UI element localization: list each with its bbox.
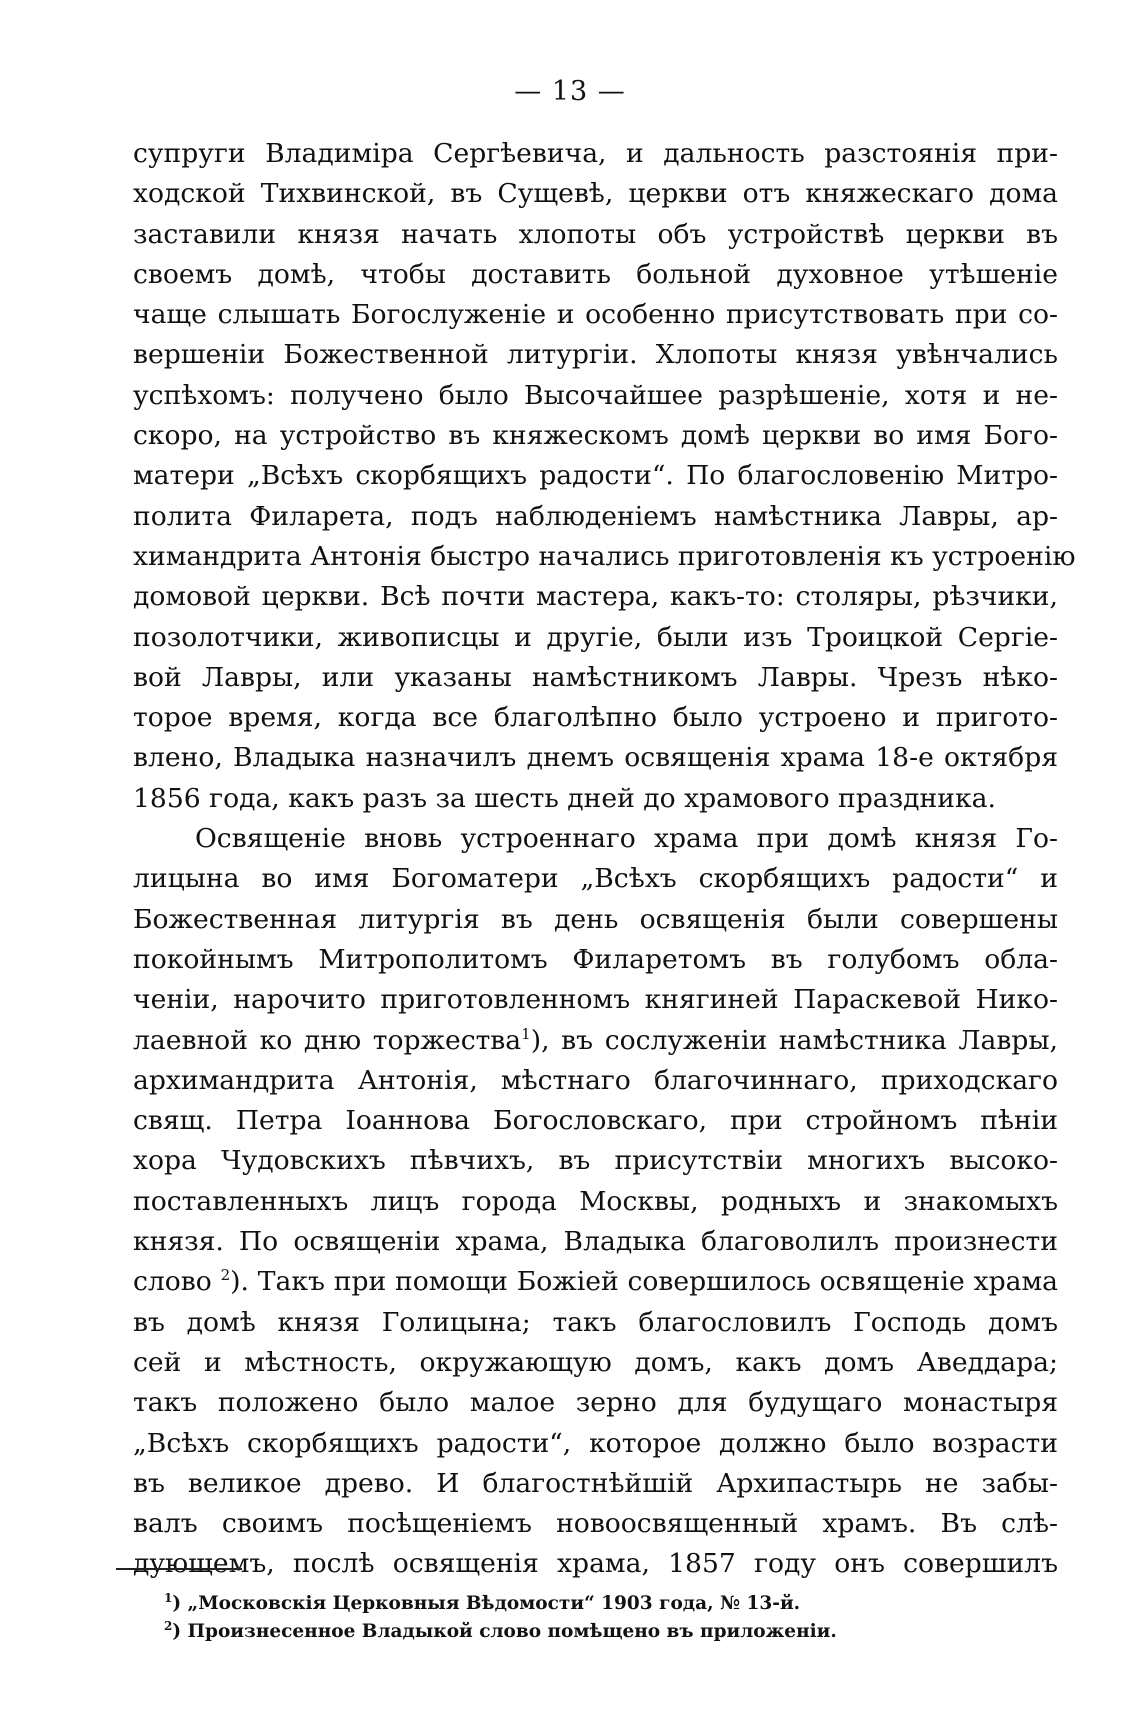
text-line: ченіи, нарочито приготовленномъ княгиней Параскевой Нико- — [133, 984, 1058, 1016]
footnote-ref-2: 2 — [220, 1266, 231, 1285]
text-line: сей и мѣстность, окружающую домъ, какъ домъ Аведдара; — [133, 1346, 1058, 1378]
text-line: домовой церкви. Всѣ почти мастера, какъ-то: столяры, рѣзчики, — [133, 581, 1058, 613]
footnote-text: ) Произнесенное Владыкой слово помѣщено въ приложеніи. — [172, 1621, 837, 1642]
text-line: 1856 года, какъ разъ за шесть дней до храмового праздника. — [133, 782, 996, 814]
footnote-mark: 1 — [164, 1590, 173, 1605]
text-line: торое время, когда все благолѣпно было устроено и пригото- — [133, 702, 1058, 734]
text-segment: слово — [133, 1266, 221, 1298]
page-number: — 13 — — [514, 76, 626, 107]
text-line: Божественная литургія въ день освященія были совершены — [133, 903, 1058, 935]
text-line-with-footnote — [133, 1021, 1058, 1061]
footnote-2 — [164, 1618, 1064, 1646]
text-segment: лаевной ко дню торжества — [133, 1024, 522, 1056]
text-segment: ). Такъ при помощи Божіей совершилось освященіе храма — [230, 1266, 1058, 1298]
text-line: полита Филарета, подъ наблюденіемъ намѣстника Лавры, ар- — [133, 500, 1058, 532]
text-line: въ великое древо. И благостнѣйшій Архипастырь не забы- — [133, 1467, 1058, 1499]
text-line: покойнымъ Митрополитомъ Филаретомъ въ голубомъ обла- — [133, 943, 1058, 975]
text-line: дующемъ, послѣ освященія храма, 1857 году онъ совершилъ — [133, 1548, 1058, 1580]
text-line: лицына во имя Богоматери „Всѣхъ скорбящихъ радости“ и — [133, 863, 1058, 895]
text-line: своемъ домѣ, чтобы доставить больной духовное утѣшеніе — [133, 258, 1058, 290]
text-line: ходской Тихвинской, въ Сущевѣ, церкви отъ княжескаго дома — [133, 178, 1058, 210]
paragraph-start-line: Освященіе вновь устроеннаго храма при домѣ князя Го- — [195, 823, 1058, 855]
text-line: чаще слышать Богослуженіе и особенно присутствовать при со- — [133, 299, 1058, 331]
footnote-text: ) „Московскія Церковныя Вѣдомости“ 1903 года, № 13-й. — [172, 1593, 801, 1614]
text-line: заставили князя начать хлопоты объ устройствѣ церкви въ — [133, 218, 1058, 250]
footnote-mark: 2 — [164, 1618, 173, 1633]
text-line: хора Чудовскихъ пѣвчихъ, въ присутствіи многихъ высоко- — [133, 1145, 1058, 1177]
body-text — [133, 134, 1076, 1585]
text-segment: ), въ сослуженіи намѣстника Лавры, — [530, 1024, 1058, 1056]
text-line: матери „Всѣхъ скорбящихъ радости“. По благословенію Митро- — [133, 460, 1058, 492]
text-line: вой Лавры, или указаны намѣстникомъ Лавры. Чрезъ нѣко- — [133, 661, 1058, 693]
text-line: вершеніи Божественной литургіи. Хлопоты князя увѣнчались — [133, 339, 1058, 371]
text-line: позолотчики, живописцы и другіе, были изъ Троицкой Сергіе- — [133, 621, 1058, 653]
text-line: такъ положено было малое зерно для будущаго монастыря — [133, 1387, 1058, 1419]
text-line-with-footnote — [133, 1262, 1058, 1302]
text-line: валъ своимъ посѣщеніемъ новоосвященный храмъ. Въ слѣ- — [133, 1508, 1058, 1540]
text-line: князя. По освященіи храма, Владыка благоволилъ произнести — [133, 1226, 1058, 1258]
text-line: „Всѣхъ скорбящихъ радости“, которое должно было возрасти — [133, 1427, 1058, 1459]
footnotes — [164, 1590, 1064, 1646]
text-line: химандрита Антонія быстро начались приготовленія къ устроенію — [133, 540, 1076, 572]
text-line: скоро, на устройство въ княжескомъ домѣ церкви во имя Бого- — [133, 420, 1058, 452]
text-line: свящ. Петра Іоаннова Богословскаго, при стройномъ пѣніи — [133, 1105, 1058, 1137]
text-line: поставленныхъ лицъ города Москвы, родныхъ и знакомыхъ — [133, 1185, 1058, 1217]
footnote-1 — [164, 1590, 1064, 1618]
text-line: успѣхомъ: получено было Высочайшее разрѣшеніе, хотя и не- — [133, 379, 1058, 411]
text-line: супруги Владиміра Сергѣевича, и дальность разстоянія при- — [133, 138, 1058, 169]
footnote-ref-1: 1 — [521, 1024, 531, 1043]
text-line: архимандрита Антонія, мѣстнаго благочиннаго, приходскаго — [133, 1064, 1058, 1096]
footnote-divider — [116, 1568, 242, 1570]
text-line: въ домѣ князя Голицына; такъ благословилъ Господь домъ — [133, 1306, 1058, 1338]
text-line: влено, Владыка назначилъ днемъ освященія храма 18-е октября — [133, 742, 1058, 774]
